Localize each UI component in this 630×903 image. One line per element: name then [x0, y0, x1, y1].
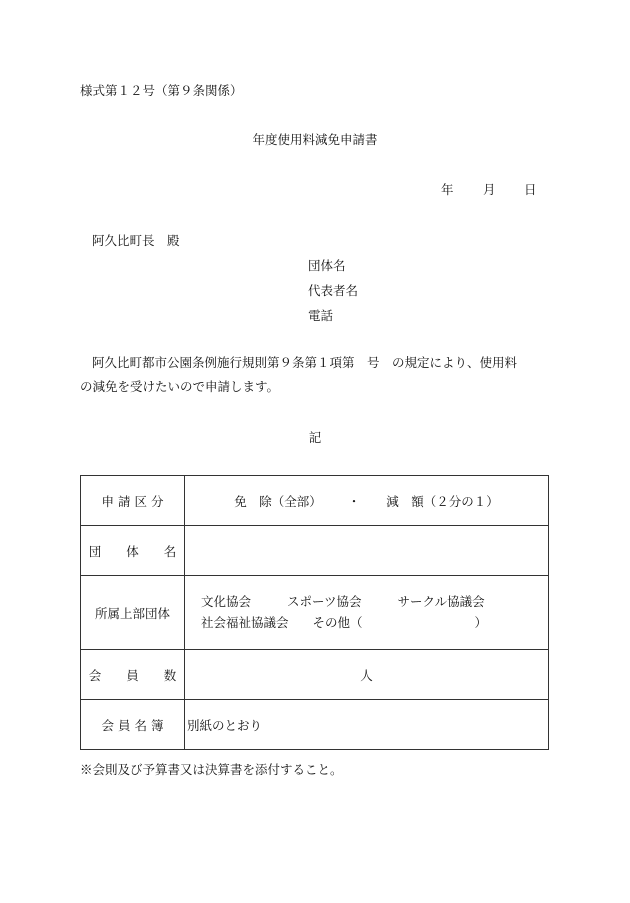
- member-count-unit: 人: [360, 667, 373, 683]
- document-title: 年度使用料減免申請書: [252, 132, 378, 147]
- option-other[interactable]: その他（: [312, 615, 363, 630]
- table-row-application-type: [81, 476, 549, 526]
- date-day-label: 日: [524, 182, 537, 197]
- option-culture-association[interactable]: 文化協会: [201, 593, 252, 609]
- member-count-field[interactable]: [185, 650, 549, 700]
- org-name-field[interactable]: [185, 526, 549, 576]
- application-type-cell[interactable]: [185, 476, 549, 526]
- option-reduce[interactable]: 減 額（２分の１）: [386, 493, 499, 509]
- body-text-line-1: 阿久比町都市公園条例施行規則第９条第１項第 号 の規定により、使用料: [92, 355, 518, 370]
- body-text-line-2: の減免を受けたいので申請します。: [80, 379, 280, 394]
- form-number: 様式第１２号（第９条関係）: [80, 83, 243, 98]
- member-list-label: 会 員 名 簿: [81, 700, 185, 750]
- ki-heading: 記: [308, 430, 322, 445]
- option-separator: ・: [347, 493, 361, 509]
- affiliation-line-2: [185, 617, 548, 630]
- table-row-affiliation: [81, 576, 549, 650]
- affiliation-label: 所属上部団体: [81, 576, 185, 650]
- addressee: 阿久比町長 殿: [92, 233, 180, 248]
- details-table: [80, 475, 549, 750]
- org-name-row-label: 団 体 名: [81, 526, 185, 576]
- option-other-close: ）: [474, 615, 488, 630]
- member-count-label: 会 員 数: [81, 650, 185, 700]
- option-exempt[interactable]: 免 除（全部）: [234, 493, 322, 509]
- date-year-label: 年: [441, 182, 454, 197]
- member-list-cell: [185, 700, 549, 750]
- option-circle-council[interactable]: サークル協議会: [397, 593, 485, 609]
- phone-label: 電話: [308, 308, 334, 323]
- table-row-member-list: [81, 700, 549, 750]
- option-sports-association[interactable]: スポーツ協会: [287, 593, 362, 609]
- application-type-label: 申 請 区 分: [81, 476, 185, 526]
- affiliation-line-1: [185, 593, 548, 609]
- footnote: ※会則及び予算書又は決算書を添付すること。: [80, 762, 343, 777]
- representative-label: 代表者名: [308, 283, 359, 298]
- org-name-label: 団体名: [308, 258, 346, 273]
- option-social-welfare-council[interactable]: 社会福祉協議会: [201, 615, 289, 630]
- affiliation-options: [185, 576, 549, 650]
- table-row-member-count: [81, 650, 549, 700]
- table-row-org-name: [81, 526, 549, 576]
- member-list-value: 別紙のとおり: [187, 717, 263, 733]
- date-month-label: 月: [483, 182, 496, 197]
